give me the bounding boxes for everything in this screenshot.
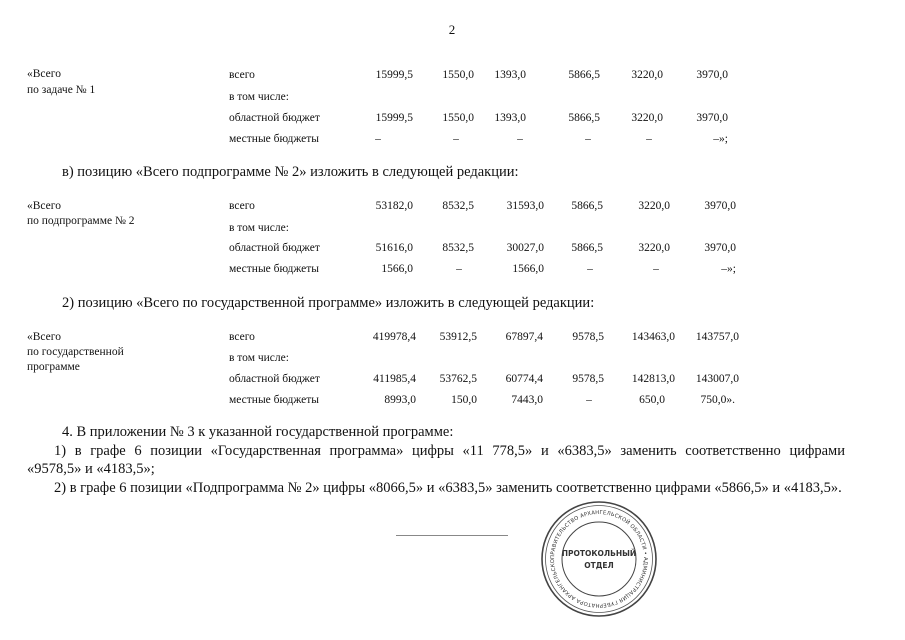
value-cell: –»; <box>721 263 736 275</box>
page-number: 2 <box>448 22 456 37</box>
value-cell: 3970,0 <box>704 200 736 212</box>
paragraph-4-2: 2) в графе 6 позиции «Подпрограмма № 2» цифры «8066,5» и «6383,5» заменить соответственно цифрами «5866,5» и «4183,5». <box>54 480 842 496</box>
value-cell: 51616,0 <box>375 242 413 254</box>
value-cell: 1550,0 <box>442 112 474 124</box>
value-cell: 1393,0 <box>494 112 526 124</box>
svg-text:ПРОТОКОЛЬНЫЙ: ПРОТОКОЛЬНЫЙ <box>561 549 637 558</box>
block-label-line: «Всего <box>27 200 61 212</box>
value-cell: – <box>646 133 652 145</box>
value-cell: 3970,0 <box>696 69 728 81</box>
value-cell: 30027,0 <box>506 242 544 254</box>
value-cell: 143463,0 <box>631 331 675 343</box>
value-cell: 3970,0 <box>696 112 728 124</box>
value-cell: 8993,0 <box>384 394 416 406</box>
protocol-department-stamp <box>540 500 658 618</box>
row-label: местные бюджеты <box>229 394 320 406</box>
row-label: областной бюджет <box>229 373 320 385</box>
value-cell: 8532,5 <box>442 242 474 254</box>
value-cell: 5866,5 <box>568 112 600 124</box>
value-cell: 8532,5 <box>442 200 474 212</box>
paragraph-v: в) позицию «Всего подпрограмме № 2» изложить в следующей редакции: <box>62 164 519 180</box>
value-cell: 53762,5 <box>439 373 477 385</box>
row-label: областной бюджет <box>229 242 320 254</box>
value-cell: 5866,5 <box>571 200 603 212</box>
value-cell: 67897,4 <box>505 331 543 343</box>
value-cell: – <box>653 263 659 275</box>
value-cell: 650,0 <box>639 394 665 406</box>
value-cell: 3220,0 <box>631 112 663 124</box>
paragraph-4-1a: 1) в графе 6 позиции «Государственная программа» цифры «11 778,5» и «6383,5» заменить соответственно цифрами <box>54 443 845 459</box>
value-cell: 750,0». <box>700 394 735 406</box>
value-cell: – <box>517 133 523 145</box>
value-cell: 1393,0 <box>494 69 526 81</box>
value-cell: 7443,0 <box>511 394 543 406</box>
value-cell: 60774,4 <box>505 373 543 385</box>
block-label-line: программе <box>27 361 80 373</box>
block-label-line: по задаче № 1 <box>27 84 96 96</box>
value-cell: 3970,0 <box>704 242 736 254</box>
paragraph-2: 2) позицию «Всего по государственной программе» изложить в следующей редакции: <box>62 295 595 311</box>
value-cell: 3220,0 <box>631 69 663 81</box>
value-cell: 143757,0 <box>695 331 739 343</box>
row-label: в том числе: <box>229 222 289 234</box>
value-cell: 142813,0 <box>631 373 675 385</box>
value-cell: 5866,5 <box>571 242 603 254</box>
stamp-seal-icon <box>540 500 658 618</box>
value-cell: – <box>456 263 462 275</box>
row-label: всего <box>229 331 255 343</box>
svg-text:ПРАВИТЕЛЬСТВО АРХАНГЕЛЬСКОЙ ОБ: ПРАВИТЕЛЬСТВО АРХАНГЕЛЬСКОЙ ОБЛАСТИ • АДМИНИСТРАЦИЯ ГУБЕРНАТОРА АРХАНГЕЛЬСКО <box>549 509 649 609</box>
row-label: местные бюджеты <box>229 133 320 145</box>
value-cell: 31593,0 <box>506 200 544 212</box>
value-cell: 9578,5 <box>572 373 604 385</box>
value-cell: – <box>587 263 593 275</box>
value-cell: – <box>453 133 459 145</box>
row-label: в том числе: <box>229 352 289 364</box>
value-cell: 3220,0 <box>638 242 670 254</box>
value-cell: – <box>375 133 381 145</box>
row-label: в том числе: <box>229 91 289 103</box>
value-cell: 419978,4 <box>372 331 416 343</box>
block-label-line: по подпрограмме № 2 <box>27 215 135 227</box>
value-cell: 15999,5 <box>375 112 413 124</box>
block-label-line: «Всего <box>27 331 61 343</box>
value-cell: 15999,5 <box>375 69 413 81</box>
row-label: местные бюджеты <box>229 263 320 275</box>
row-label: областной бюджет <box>229 112 320 124</box>
value-cell: –»; <box>713 133 728 145</box>
paragraph-4: 4. В приложении № 3 к указанной государственной программе: <box>62 424 454 440</box>
value-cell: 9578,5 <box>572 331 604 343</box>
value-cell: 1566,0 <box>512 263 544 275</box>
value-cell: – <box>586 394 592 406</box>
value-cell: 150,0 <box>451 394 477 406</box>
block-label-line: по государственной <box>27 346 124 358</box>
value-cell: 143007,0 <box>695 373 739 385</box>
value-cell: 5866,5 <box>568 69 600 81</box>
value-cell: – <box>585 133 591 145</box>
block-label-line: «Всего <box>27 68 61 80</box>
paragraph-4-1b: «9578,5» и «4183,5»; <box>27 461 155 477</box>
row-label: всего <box>229 200 255 212</box>
value-cell: 1566,0 <box>381 263 413 275</box>
value-cell: 3220,0 <box>638 200 670 212</box>
signature-line <box>396 535 508 536</box>
value-cell: 411985,4 <box>373 373 416 385</box>
row-label: всего <box>229 69 255 81</box>
value-cell: 1550,0 <box>442 69 474 81</box>
svg-text:ОТДЕЛ: ОТДЕЛ <box>584 561 614 570</box>
value-cell: 53182,0 <box>375 200 413 212</box>
value-cell: 53912,5 <box>439 331 477 343</box>
